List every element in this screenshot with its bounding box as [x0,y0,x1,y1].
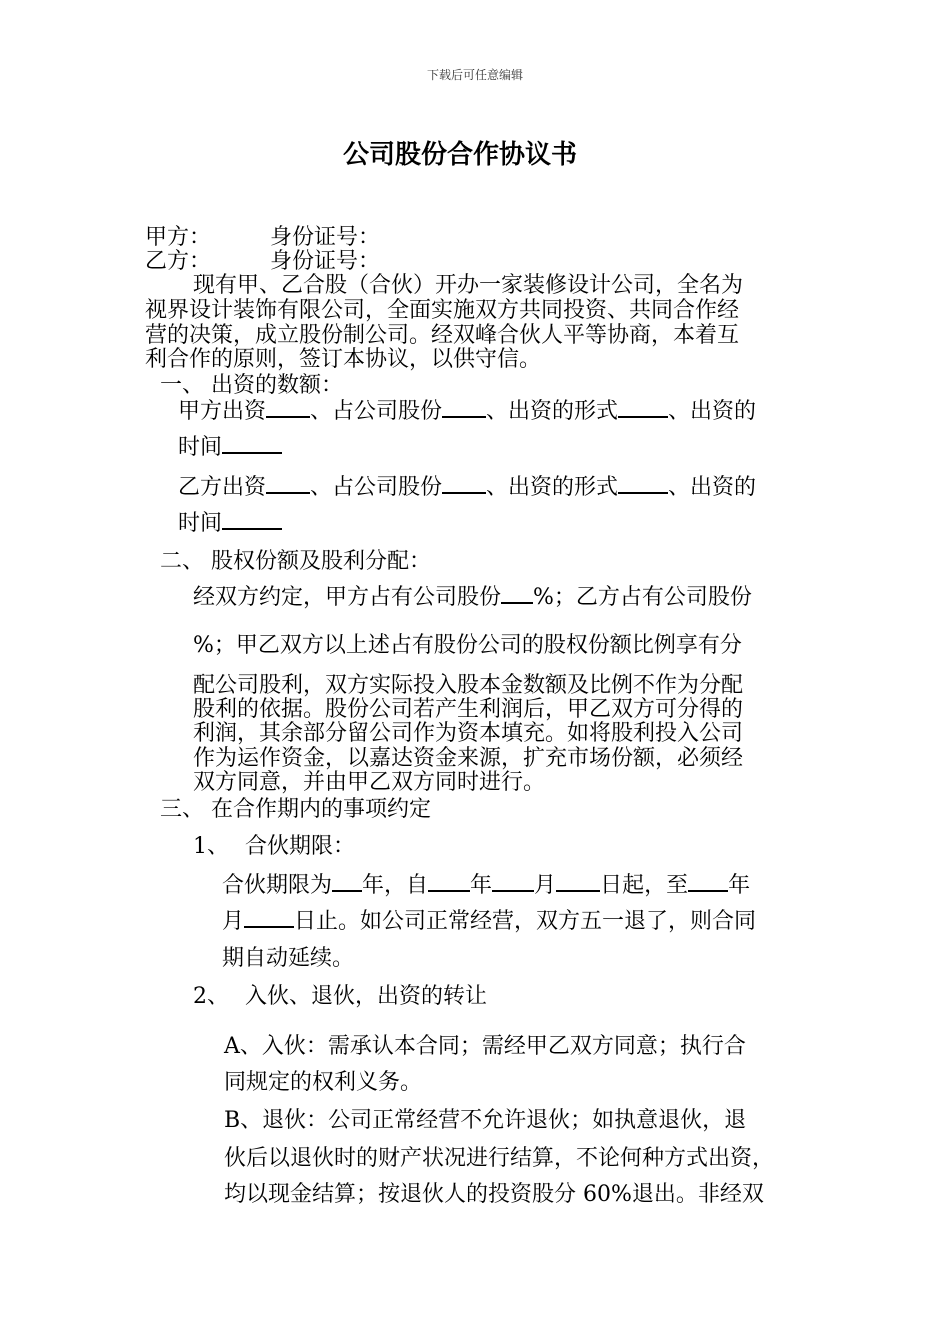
withdrawal-line: 伙后以退伙时的财产状况进行结算，不论何种方式出资， [224,1146,775,1171]
party-b-contribution-time: 时间 [178,508,282,539]
document-title: 公司股份合作协议书 [342,140,577,170]
section-2-line: %；甲乙双方以上述占有股份公司的股权份额比例享有分 [193,633,742,658]
section-2-line: 作为运作资金，以嘉达资金来源，扩充市场份额，必须经 [193,746,744,771]
section-2-line: 配公司股利，双方实际投入股本金数额及比例不作为分配 [193,673,744,698]
intro-line: 视界设计装饰有限公司，全面实施双方共同投资、共同合作经 [145,298,740,323]
admission-line: A、入伙：需承认本合同；需经甲乙双方同意；执行合 [224,1034,746,1059]
party-a-contribution-time: 时间 [178,432,282,463]
intro-line: 现有甲、乙合股（合伙）开办一家装修设计公司，全名为 [193,273,744,298]
term-line: 月 日止。如公司正常经营，双方五一退了，则合同 [222,906,756,937]
section-2-heading: 二、 股权份额及股利分配： [160,549,431,574]
section-1-heading: 一、 出资的数额： [160,373,343,398]
party-b-contribution-line: 乙方出资 、占公司股份 、出资的形式 、出资的 [178,472,756,503]
term-line: 期自动延续。 [222,946,355,971]
party-b-label: 乙方： [145,249,212,274]
party-b-id-label: 身份证号： [270,249,381,274]
withdrawal-line: B、退伙：公司正常经营不允许退伙；如执意退伙，退 [224,1108,747,1133]
item-1-title: 合伙期限： [245,834,356,859]
intro-line: 营的决策，成立股份制公司。经双峰合伙人平等协商，本着互 [145,323,740,348]
intro-line: 利合作的原则，签订本协议，以供守信。 [145,347,542,372]
item-1-number: 1、 [193,834,229,859]
section-3-heading: 三、 在合作期内的事项约定 [160,797,431,822]
section-2-line: 双方同意，并由甲乙双方同时进行。 [193,770,546,795]
section-2-line: 股利的依据。股份公司若产生利润后，甲乙双方可分得的 [193,697,744,722]
party-a-id-label: 身份证号： [270,225,381,250]
section-2-line: 利润，其余部分留公司作为资本填充。如将股利投入公司 [193,721,744,746]
withdrawal-line: 均以现金结算；按退伙人的投资股分 60%退出。非经双 [224,1182,764,1207]
item-2-title: 入伙、退伙，出资的转让 [245,984,488,1009]
item-2-number: 2、 [193,984,229,1009]
page-header: 下载后可任意编辑 [426,68,523,82]
party-a-contribution-line: 甲方出资 、占公司股份 、出资的形式 、出资的 [178,396,756,427]
admission-line: 同规定的权利义务。 [224,1070,423,1095]
section-2-line: 经双方约定，甲方占有公司股份 %；乙方占有公司股份 [193,582,752,613]
term-line: 合伙期限为 年，自 年 月 日起，至 年 [222,870,750,901]
party-a-label: 甲方： [145,225,212,250]
